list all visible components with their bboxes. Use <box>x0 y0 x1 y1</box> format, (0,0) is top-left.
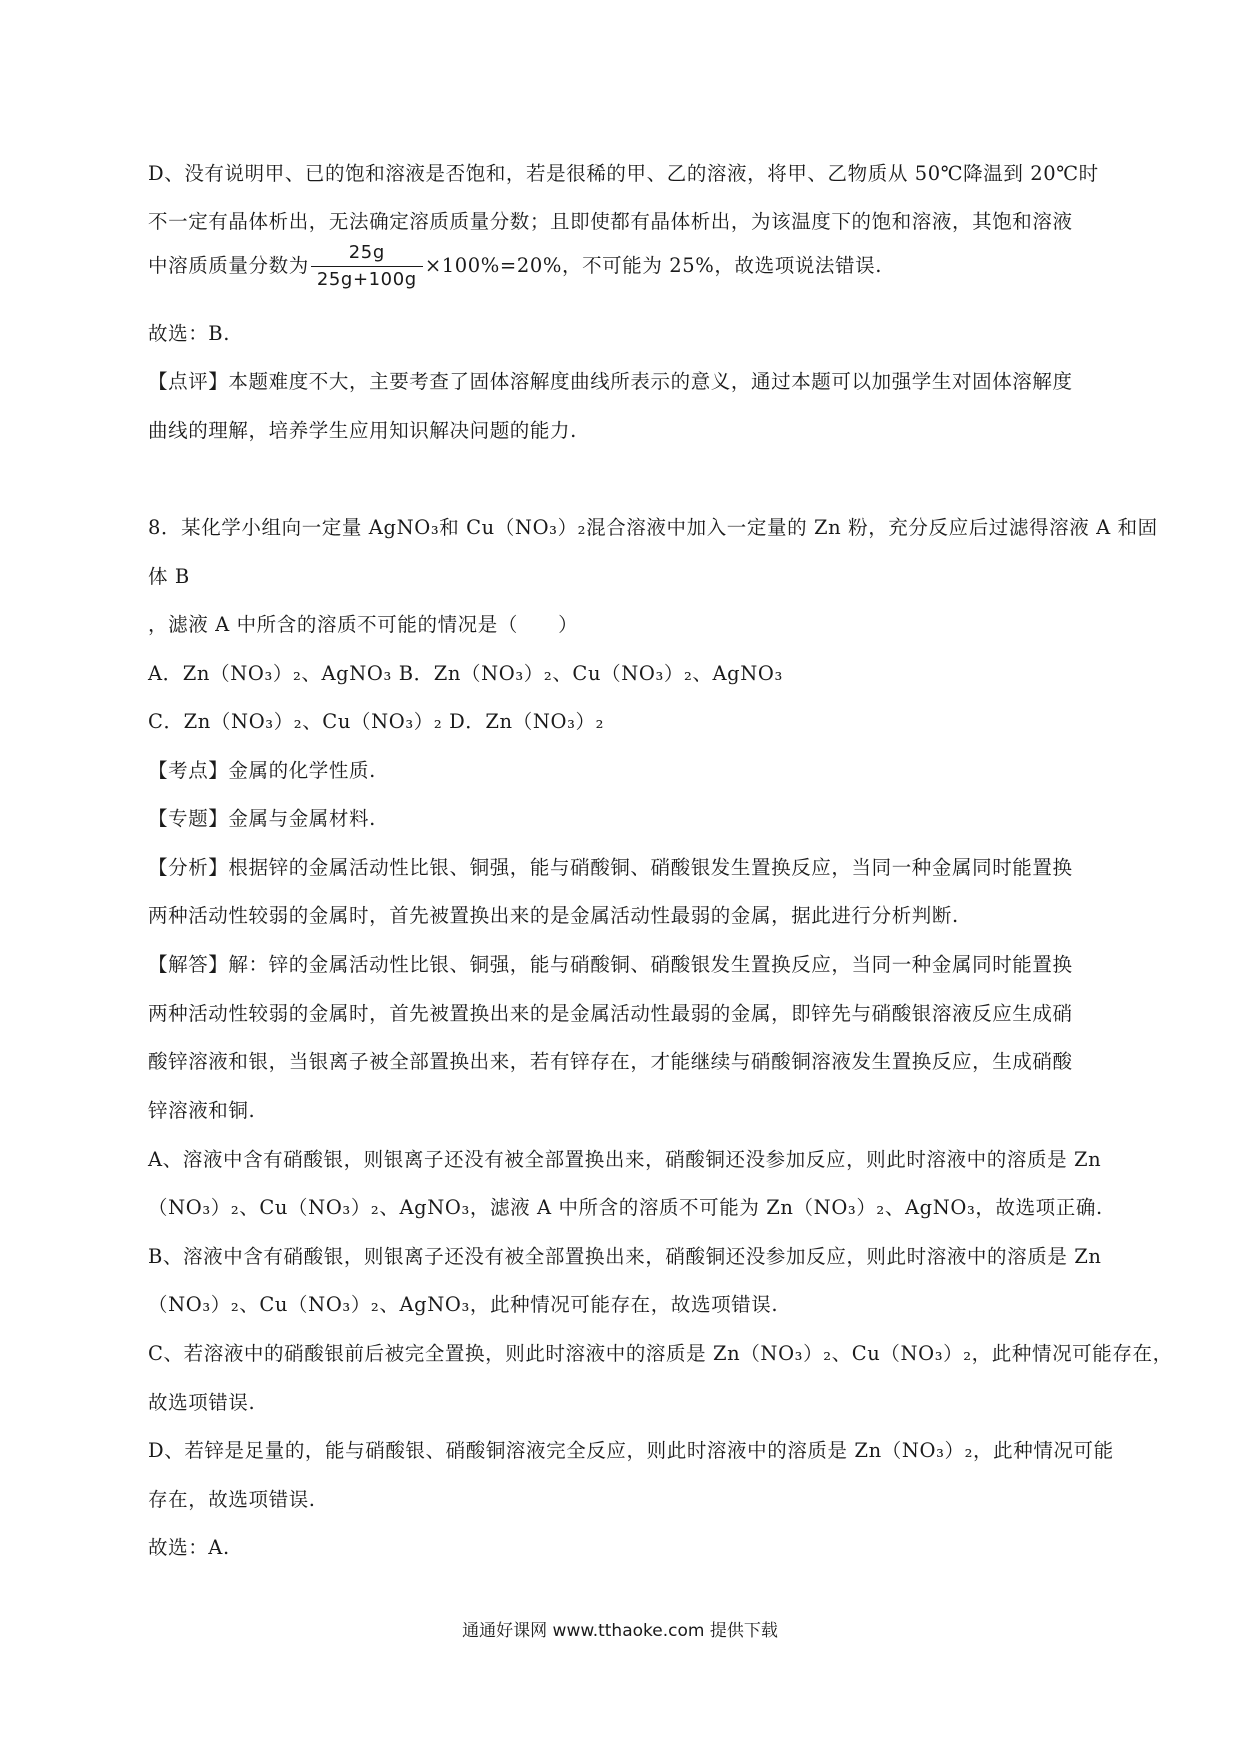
text-line: B、溶液中含有硝酸银，则银离子还没有被全部置换出来，硝酸铜还没参加反应，则此时溶液中的溶质是 Zn <box>148 1245 1102 1268</box>
text-line: ，滤液 A 中所含的溶质不可能的情况是（ ） <box>148 613 579 636</box>
text-line: 存在，故选项错误. <box>148 1488 316 1511</box>
text-line: 体 B <box>148 565 190 588</box>
fraction-line <box>148 242 882 291</box>
text-line: 【考点】金属的化学性质. <box>148 759 376 782</box>
text-line: D、若锌是足量的，能与硝酸银、硝酸铜溶液完全反应，则此时溶液中的溶质是 Zn（NO₃）₂，此种情况可能 <box>148 1439 1114 1462</box>
option-line: A．Zn（NO₃）₂、AgNO₃ B．Zn（NO₃）₂、Cu（NO₃）₂、AgNO₃ <box>148 662 783 685</box>
page-footer: 通通好课网 www.tthaoke.com 提供下载 <box>462 1621 778 1641</box>
fraction-suffix: ×100%=20%，不可能为 25%，故选项说法错误. <box>424 254 883 277</box>
fraction-numerator: 25g <box>311 242 423 267</box>
text-line: 【点评】本题难度不大，主要考查了固体溶解度曲线所表示的意义，通过本题可以加强学生对固体溶解度 <box>148 370 1073 393</box>
fraction <box>311 242 423 291</box>
fraction-denominator: 25g+100g <box>316 269 417 290</box>
fraction-prefix: 中溶质质量分数为 <box>148 254 309 277</box>
text-line: 锌溶液和铜. <box>148 1099 256 1122</box>
text-line: 【解答】解：锌的金属活动性比银、铜强，能与硝酸铜、硝酸银发生置换反应，当同一种金属同时能置换 <box>148 953 1073 976</box>
text-line: 不一定有晶体析出，无法确定溶质质量分数；且即使都有晶体析出，为该温度下的饱和溶液，其饱和溶液 <box>148 210 1073 233</box>
text-line: 故选：A. <box>148 1536 230 1559</box>
text-line: D、没有说明甲、已的饱和溶液是否饱和，若是很稀的甲、乙的溶液，将甲、乙物质从 50℃降温到 20℃时 <box>148 162 1099 185</box>
text-line: 两种活动性较弱的金属时，首先被置换出来的是金属活动性最弱的金属，即锌先与硝酸银溶液反应生成硝 <box>148 1002 1073 1025</box>
text-line: 故选：B. <box>148 322 231 345</box>
text-line: （NO₃）₂、Cu（NO₃）₂、AgNO₃，滤液 A 中所含的溶质不可能为 Zn（NO₃）₂、AgNO₃，故选项正确. <box>148 1196 1103 1219</box>
text-line: 曲线的理解，培养学生应用知识解决问题的能力. <box>148 419 577 442</box>
text-line: 【分析】根据锌的金属活动性比银、铜强，能与硝酸铜、硝酸银发生置换反应，当同一种金属同时能置换 <box>148 856 1073 879</box>
text-line: 【专题】金属与金属材料. <box>148 807 376 830</box>
text-line: C、若溶液中的硝酸银前后被完全置换，则此时溶液中的溶质是 Zn（NO₃）₂、Cu（NO₃）₂，此种情况可能存在， <box>148 1342 1173 1365</box>
text-line: （NO₃）₂、Cu（NO₃）₂、AgNO₃，此种情况可能存在，故选项错误. <box>148 1293 779 1316</box>
text-line: 两种活动性较弱的金属时，首先被置换出来的是金属活动性最弱的金属，据此进行分析判断. <box>148 904 959 927</box>
question-title: 8．某化学小组向一定量 AgNO₃和 Cu（NO₃）₂混合溶液中加入一定量的 Zn 粉，充分反应后过滤得溶液 A 和固 <box>148 516 1158 539</box>
text-line: 酸锌溶液和银，当银离子被全部置换出来，若有锌存在，才能继续与硝酸铜溶液发生置换反应，生成硝酸 <box>148 1050 1073 1073</box>
text-line: 故选项错误. <box>148 1391 256 1414</box>
text-line: A、溶液中含有硝酸银，则银离子还没有被全部置换出来，硝酸铜还没参加反应，则此时溶液中的溶质是 Zn <box>148 1148 1102 1171</box>
option-line: C．Zn（NO₃）₂、Cu（NO₃）₂ D．Zn（NO₃）₂ <box>148 710 604 733</box>
